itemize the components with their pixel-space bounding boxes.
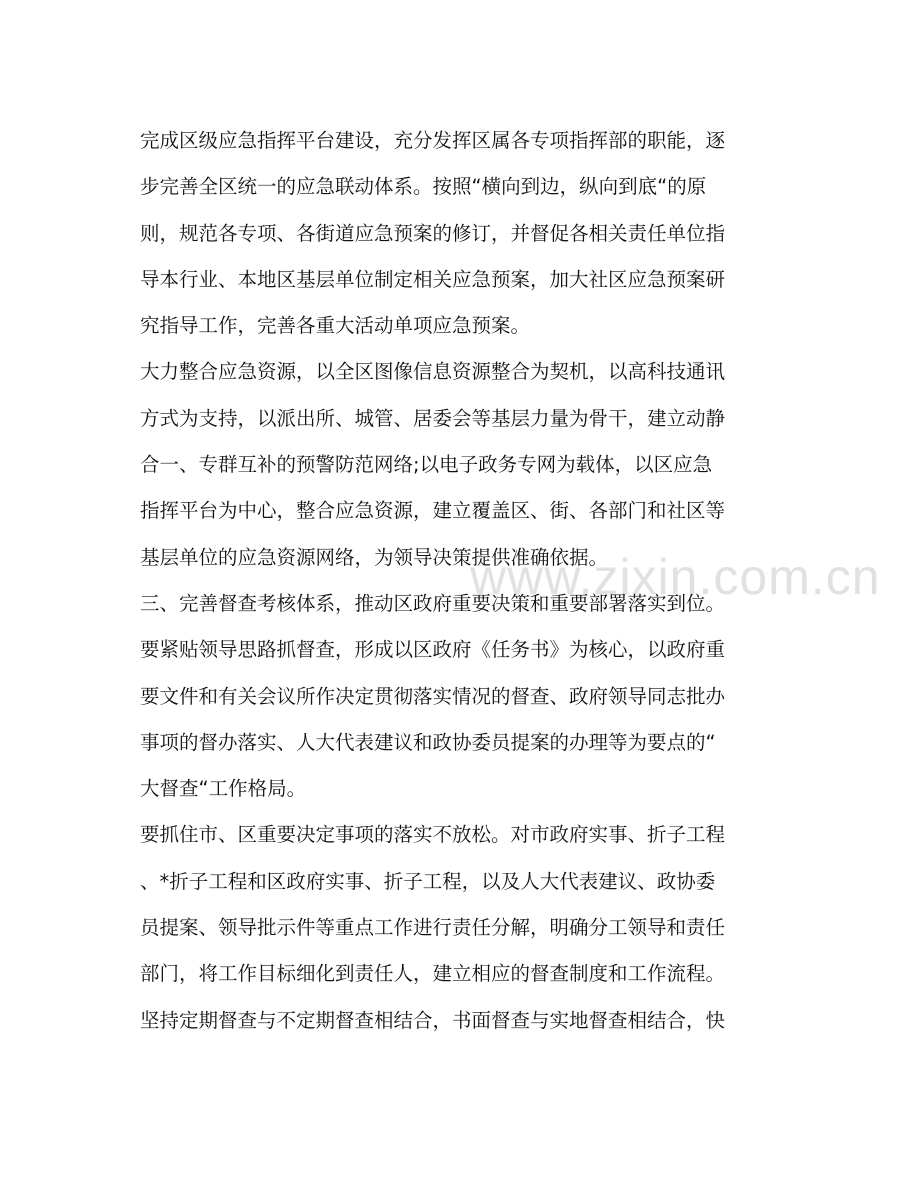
text-line: 完成区级应急指挥平台建设，充分发挥区属各专项指挥部的职能，逐 — [140, 129, 726, 152]
text-line: 合一、专群互补的预警防范网络;以电子政务专网为载体，以区应急 — [140, 453, 713, 477]
text-line: 事项的督办落实、人大代表建议和政协委员提案的办理等为要点的“ — [140, 730, 716, 754]
text-line: 指挥平台为中心，整合应急资源，建立覆盖区、街、各部门和社区等 — [140, 499, 726, 523]
text-line: 究指导工作，完善各重大活动单项应急预案。 — [140, 314, 531, 338]
text-line: 则，规范各专项、各街道应急预案的修订，并督促各相关责任单位指 — [140, 221, 726, 245]
text-line: 要紧贴领导思路抓督查，形成以区政府《任务书》为核心，以政府重 — [140, 638, 726, 662]
text-line: 步完善全区统一的应急联动体系。按照“横向到边，纵向到底“的原 — [140, 175, 707, 199]
document-body — [140, 118, 780, 1044]
text-line: 要文件和有关会议所作决定贯彻落实情况的督查、政府领导同志批办 — [140, 684, 726, 708]
watermark: www.zixin.com.cn — [470, 549, 881, 605]
text-line: 坚持定期督查与不定期督查相结合，书面督查与实地督查相结合，快 — [140, 1008, 726, 1032]
text-line: 大力整合应急资源，以全区图像信息资源整合为契机，以高科技通讯 — [140, 360, 726, 384]
text-line: 大督查“工作格局。 — [140, 777, 307, 801]
text-line: 基层单位的应急资源网络，为领导决策提供准确依据。 — [140, 545, 609, 569]
text-line: 三、完善督查考核体系，推动区政府重要决策和重要部署落实到位。 — [140, 591, 726, 615]
text-line: 、*折子工程和区政府实事、折子工程，以及人大代表建议、政协委 — [140, 869, 716, 893]
text-line: 员提案、领导批示件等重点工作进行责任分解，明确分工领导和责任 — [140, 916, 726, 940]
text-line: 方式为支持，以派出所、城管、居委会等基层力量为骨干，建立动静 — [140, 406, 726, 430]
text-line: 部门，将工作目标细化到责任人，建立相应的督查制度和工作流程。 — [140, 962, 726, 986]
text-line: 导本行业、本地区基层单位制定相关应急预案，加大社区应急预案研 — [140, 267, 726, 291]
text-line: 要抓住市、区重要决定事项的落实不放松。对市政府实事、折子工程 — [140, 823, 726, 847]
